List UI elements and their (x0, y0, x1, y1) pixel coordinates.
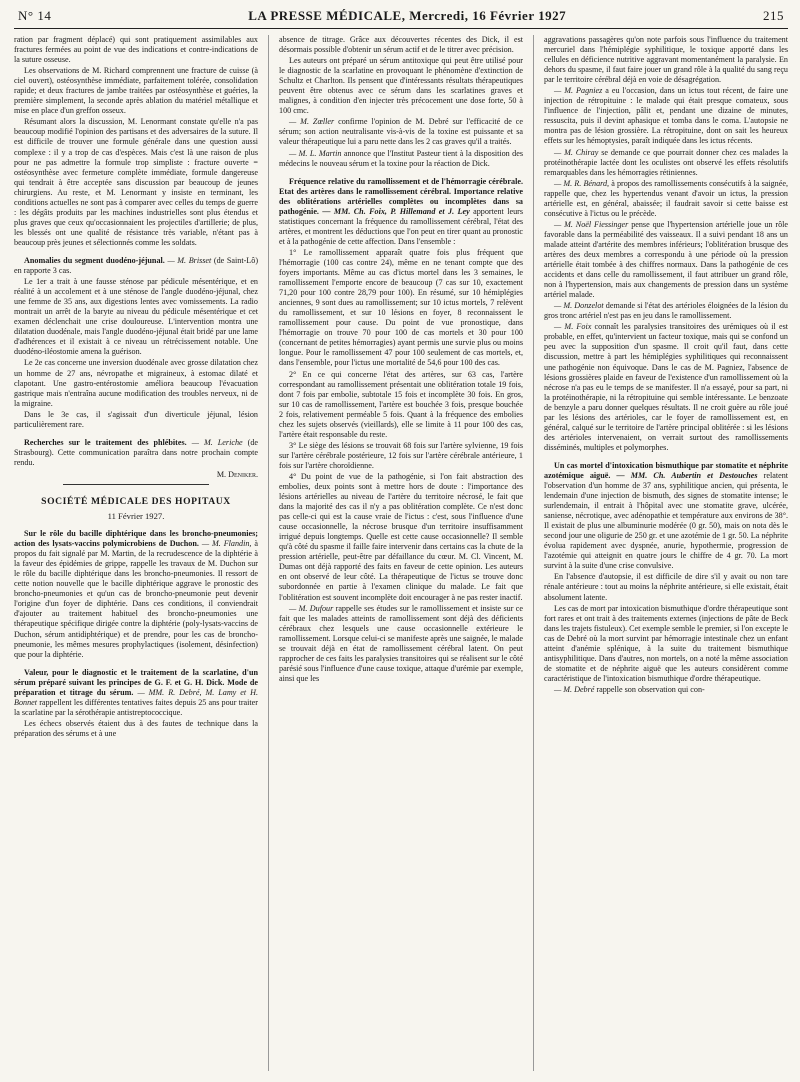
divider (63, 484, 209, 485)
text: se demande ce que pourrait donner chez ces malades la protéinothérapie lactée dont les oculistes ont observé les effets résolutifs remarquables dans les hémorragies rétiniennes. (544, 147, 788, 177)
paragraph: Les auteurs ont préparé un sérum antitoxique qui peut être utilisé pour le diagnostic de la scarlatine en provoquant le phénomène d'extinction de Schultz et Charlton. Ils pensent que d'intéressants résultats thérapeutiques peuvent être obtenus avec ce sérum dans les scarlatines graves et malignes, à condition d'en injecter très précocement une dose forte, 50 à 100 cmc. (279, 56, 523, 116)
text: connaît les paralysies transitoires des urémiques où il est probable, en effet, qu'intervient un facteur toxique, mais qui se confond un peu avec la supposition d'un spasme. Il croit qu'il faut, dans cette discussion, mettre à part les hémiplégies syphilitiques qui reconnaissent une pathogénie non équivoque. Dans le cas de M. Pagniez, l'absence de lésions grossières plaide en faveur de l'existence d'un ramollissement où la nécrose n'a pas eu le temps de se manifester. Il n'a essayé, pour sa part, ni la protéinothérapie, ni la rétropituine qui semble intéressante. Le benzoate de benzyle a paru donner quelques résultats. Il ne croit guère au rôle joué par les lésions des artérioles, car le foyer de ramollissement est, en général, calqué sur le territoire de l'artère principal oblitérée : si les lésions des artérioles intervenaient, on verrait surtout des ramollissements disséminés, multiples et polymorphes. (544, 322, 788, 452)
author: — M. Noël Fiessinger (554, 219, 629, 229)
page-header (14, 6, 788, 29)
text: (de Saint-Lô) en rapporte 3 cas. (14, 255, 258, 276)
paragraph: 4° Du point de vue de la pathogénie, si l'on fait abstraction des embolies, deux points sont à mettre hors de doute : l'importance des lésions artérielles au niveau de l'artère du territoire nécrosé, le fait que dans la majorité des cas il n'y a pas oblitération complète. Ce n'est donc pas celle-ci qui est la cause vraie de l'ictus : c'est, sous l'influence d'une cause occasionnelle, la nécrose brusque d'un territoire insuffisamment irrigué depuis longtemps. Quelle est cette cause occasionnelle? Il semble qu'à côté du spasme il faille faire intervenir dans certains cas la chute de la pression artérielle, peut-être par défaillance du cœur. M. Cl. Vincent, M. Dumas ont déjà rapporté des faits en faveur de cette opinion. Les auteurs en ont observé de leur côté. La thérapeutique de l'ictus se trouve donc subordonnée en partie à l'examen clinique du malade. Le fait que l'oblitération est souvent incomplète doit encourager à ne pas rester inactif. (279, 471, 523, 602)
article-anomalies (14, 256, 258, 276)
column-1 (14, 35, 258, 1071)
page-number: 215 (763, 8, 784, 23)
text: rappelle ses études sur le ramollissement et insiste sur ce fait que les malades atteints de ramollissement sont déjà des déficients cérébraux chez lesquels une cause occasionnelle extérieure le ramollissement. Lorsque celui-ci se manifeste après une saignée, le malade se trouvait déjà en état de ramollissement cérébral latent. On peut rapprocher de ces faits les paralysies transitoires qui se réalisent sur le côté parésié sous l'influence d'une cause toxique, attaque d'urémie par exemple, ainsi que les (279, 603, 523, 683)
paragraph (544, 685, 788, 695)
article-ramollissement (279, 177, 523, 247)
paragraph (544, 322, 788, 453)
author: — M. Foix (554, 322, 592, 332)
paragraph: 2° En ce qui concerne l'état des artères, sur 63 cas, l'artère correspondant au ramollissement présentait une oblitération totale 19 fois, dont 7 fois par embolie, subtotale 15 fois et incomplète 30 fois. En gros, sur 10 cas de ramollissement, l'artère est bouchée 3 fois, presque bouchée 2 fois, relativement perméable 5 fois. Quant à la fréquence des embolies chez les sujets observés (vieillards), elle se limite à 11 pour 100 des cas, l'artère était responsable du reste. (279, 369, 523, 439)
text: rappelle son observation qui con- (596, 684, 705, 694)
column-3 (544, 35, 788, 1071)
paragraph: 3° Le siège des lésions se trouvait 68 fois sur l'artère sylvienne, 19 fois sur l'artère cérébrale postérieure, 12 fois sur l'artère cérébrale antérieure, 1 fois sur l'artère choroïdienne. (279, 440, 523, 470)
signature: M. Deniker. (216, 469, 258, 479)
paragraph: absence de titrage. Grâce aux découvertes récentes des Dick, il est désormais possible d'obtenir un sérum actif et de le titrer avec précision. (279, 35, 523, 55)
paragraph (279, 117, 523, 147)
article-title: Fréquence relative du ramollissement et de l'hémorragie cérébrale. Etat des artères dans le ramollissement cérébral. Importance relative des oblitérations artérielles complètes ou incomplètes dans sa pathogénie. (279, 176, 523, 216)
issue-number: N° 14 (18, 8, 52, 23)
author: — MM. Ch. Foix, P. Hillemand et J. Ley (322, 206, 470, 216)
article-phlebites (14, 438, 258, 468)
author: — M. Chiray (554, 147, 599, 157)
paragraph: Les cas de mort par intoxication bismuthique d'ordre thérapeutique sont fort rares et ont trait à des traitements externes (injections de pâte de Beck dans les trajets fistuleux). Cet exemple semble le premier, si l'on excepte le cas de Debré où la mort survint par hémorragie intestinale chez un enfant atteint d'anémie splénique, à la suite du traitement bismuthique antisyphilitique. Dans d'autres, non mortels, on a noté la même association de stomatite et de néphrite aiguë que les auteurs considèrent comme caractéristique de l'intoxication bismuthique d'ordre thérapeutique. (544, 603, 788, 683)
column-separator (268, 35, 269, 1071)
article-title: Un cas mortel d'intoxication bismuthique par stomatite et néphrite azotémique aiguë. (544, 460, 788, 480)
author: — M. Dufour (289, 603, 334, 613)
paragraph: Les observations de M. Richard comprennent une fracture de cuisse (à ciel ouvert), ostéosynthèse immédiate, parfaitement tolérée, consolidation rapide; et deux fractures de jambe traitées par ostéosynthèse et guéries, la première simplement, la seconde après ablation du matériel métallique et mise en place d'un greffon osseux. (14, 66, 258, 116)
author: — M. Debré (554, 684, 595, 694)
article-scarlatine (14, 668, 258, 718)
paragraph: Les échecs observés étaient dus à des fautes de technique dans la préparation des sérums et à une (14, 718, 258, 738)
paragraph (544, 301, 788, 321)
author: — M. L. Martin (289, 148, 342, 158)
author: — MM. Ch. Aubertin et Destouches (616, 470, 758, 480)
author: — M. Brisset (167, 255, 212, 265)
article-title: Recherches sur le traitement des phlébites. (24, 437, 187, 447)
paragraph: Le 2e cas concerne une inversion duodénale avec grosse dilatation chez un homme de 27 ans, névropathe et migraineux, à estomac dilaté et clapotant. Une gastro-entérostomie améliora beaucoup l'évacuation gastrique mais n'entraîna aucune modification des troubles nerveux, ni de la migraine. (14, 358, 258, 408)
text: à propos des ramollissements consécutifs à la saignée, rappelle que, chez les hypertendus venant d'avoir un ictus, la pression artérielle est, en général, abaissée; il faudrait savoir si cette baisse est consécutive à l'ictus ou le précède. (544, 178, 788, 218)
text: pense que l'hypertension artérielle joue un rôle favorable dans la perméabilité des vaisseaux. Il a suivi pendant 18 ans un malade atteint d'artérite des membres inférieurs; l'oblitération brusque des artères des deux membres a correspondu à une période où la pression artérielle était tombée à des chiffres normaux. Dans la pathogénie de ces accidents et dans celle du ramollissement, il faut attribuer un grand rôle, non à l'hypertension, mais aux changements de pression dans un système artériel malade. (544, 219, 788, 300)
author: — M. R. Bénard, (554, 178, 610, 188)
article-title: Valeur, pour le diagnostic et le traitement de la scarlatine, d'un sérum préparé suivant les principes de G. F. et G. H. Dick. Mode de préparation et titrage du sérum. (14, 667, 258, 697)
author: — M. Leriche (191, 437, 243, 447)
paragraph: En l'absence d'autopsie, il est difficile de dire s'il y avait ou non tare rénale antérieure : tout au moins la néphrite antérieure, si elle existait, était absolument latente. (544, 572, 788, 602)
columns (14, 35, 788, 1071)
text: relatent l'observation d'un homme de 37 ans, syphilitique ancien, qui présenta, le lendemain d'une injection de bismuth, des signes de stomatite intense; le surlendemain, il entrait à l'hôpital avec une stomatite grave, ulcérée, saniense, nécrotique, avec adénopathie et température aux environs de 38°. Il existait de plus une albuminurie modérée (0 gr. 50), mais on nota dès le second jour une oligurie de 250 gr. et une azotémie de 1 gr. 50. La néphrite évolua rapidement avec dyspnée, anurie, hypothermie, progression de l'azotémie qui atteignit en quatre jours le chiffre de 4 gr. 70. La mort survint à la suite d'une crise convulsive. (544, 470, 788, 571)
text: confirme l'opinion de M. Debré sur l'efficacité de ce sérum; son action neutralisante vis-à-vis de la toxine est puissante et sa valeur thérapeutique lui a paru nette dans les 2 cas graves qu'il a traités. (279, 117, 523, 147)
text: apportent leurs statistiques concernant la fréquence du ramollissement cérébral, l'état des artères, et montrent les déductions que l'on peut en tirer quant au pronostic et à la pathogénie de cette affection. Dans l'ensemble : (279, 206, 523, 246)
article-intoxication (544, 461, 788, 572)
paragraph (544, 86, 788, 146)
author: — MM. R. Debré, M. Lamy et H. Bonnet (14, 687, 258, 707)
paragraph: Dans le 3e cas, il s'agissait d'un diverticule jéjunal, lésion particulièrement rare. (14, 409, 258, 429)
author: — M. Flandin, (201, 539, 252, 549)
section-title: SOCIÉTÉ MÉDICALE DES HOPITAUX (41, 495, 231, 507)
text: rappellent les différentes tentatives faites depuis 25 ans pour traiter la scarlatine par la sérothérapie antistreptococcique. (14, 697, 258, 717)
paragraph: aggravations passagères qu'on note parfois sous l'influence du traitement mercuriel dans l'hémiplégie syphilitique, le toxique apporté dans les cellules en déficience nutritive aggravant momentanément la paralysie. En dehors du spasme, il faut faire jouer un grand rôle à la qualité du sang reçu par le territoire cérébral déjà en voie de désagrégation. (544, 35, 788, 85)
author: — M. Zœller (289, 117, 335, 127)
paragraph (544, 179, 788, 219)
article-title: Anomalies du segment duodéno-jéjunal. (24, 255, 165, 265)
column-separator (533, 35, 534, 1071)
newspaper-title: LA PRESSE MÉDICALE, Mercredi, 16 Février 1927 (248, 8, 567, 23)
paragraph: ration par fragment déplacé) qui sont pratiquement assimilables aux fractures fermées au point de vue des indications et contre-indications de la suture osseuse. (14, 35, 258, 65)
text: demande si l'état des artérioles éloignées de la lésion du gros tronc artériel n'est pas en jeu dans le ramollissement. (544, 301, 788, 321)
paragraph (279, 149, 523, 169)
article-diphterie (14, 529, 258, 660)
paragraph: Résumant alors la discussion, M. Lenormant constate qu'elle n'a pas beaucoup modifié l'opinion des partisans et des adversaires de la suture. Il est difficile de trouver une formule générale dans une question aussi complexe : il y a trop de cas d'espèces. Mais c'est là une raison de plus pour ne pas admettre la formule trop simpliste : fracture ouverte = ostéosynthèse avec fermeture complète immédiate, formule dangereuse qui tendrait à être acceptée sans discussion par beaucoup de jeunes chirurgiens. Au reste, et M. Lenormant y insiste en terminant, les conditions actuelles ne sont pas à comparer avec celles du temps de guerre : les dégâts produits par les machines industrielles sont plus étendus et plus graves que ceux qu'occasionnaient les projectiles d'artillerie; de plus, les blessés ont une qualité de résistance très variable, n'étant pas à beaucoup près jeunes et sélectionnés comme les soldats. (14, 117, 258, 247)
article-title: Sur le rôle du bacille diphtérique dans les broncho-pneumonies; action des lysats-vaccins polymicrobiens de Duchon. (14, 529, 258, 549)
section-date: 11 Février 1927. (107, 511, 165, 522)
paragraph (544, 220, 788, 300)
author: — M. Pagniez (554, 86, 603, 96)
paragraph (279, 604, 523, 684)
paragraph (544, 148, 788, 178)
text: a eu l'occasion, dans un ictus tout récent, de faire une injection de rétropituine : le malade qui était presque comateux, sous l'influence de l'injection, pâlit et, pendant une dizaine de minutes, ressuscita, puis il devint aphasique et tomba dans le coma. L'autopsie ne montra pas de lésion grossière. La rétropituine, dont on sait les heureux effets sur les hémoptysies, paraît indiquée dans les ictus récents. (544, 86, 788, 146)
column-2 (279, 35, 523, 1071)
text: (de Strasbourg). Cette communication paraîtra dans notre prochain compte rendu. (14, 437, 258, 467)
author: — M. Donzelot (554, 301, 604, 311)
paragraph: 1° Le ramollissement apparaît quatre fois plus fréquent que l'hémorragie (100 cas contre 24), même en ne tenant compte que des foyers importants. Même au cas d'ictus mortel dans les 3 semaines, le ramollissement l'emporte encore de beaucoup (7 cas sur 10, exactement 71,20 pour 100 contre 28,79 pour 100). En résumé, sur 10 hémiplégies anciennes, 9 sont dues au ramollissement; sur 10 ictus mortels, 7 relèvent du ramollissement, et sur 10 lésions en foyer, 8 reconnaissent le ramollissement pour cause. Du point de vue pronostique, dans l'hémorragie on trouve 70 pour 100 de cas mortels et 30 pour 100 (concernant de petites hémorragies) ayant permis une survie plus ou moins longue. Pour le ramollissement 47 pour 100 seulement de cas mortels, et, dans l'ensemble, pour l'ictus une mortalité de 54,6 pour 100 des cas. (279, 247, 523, 368)
paragraph: Le 1er a trait à une fausse sténose par pédicule mésentérique, et en réalité à un accolement et à une sténose de l'angle duodéno-jéjunal, chez une femme de 35 ans, aux digestions lentes avec vomissements. La radio montrait un arrêt de la baryte au niveau du pédicule mésentérique et cet examen déclenchait une crise douloureuse. L'intervention montra une dilatation duodénale, mais l'angle duodéno-jéjunal était bridé par une lame d'adhérences et il existait à ce niveau un rétrécissement notable. Une duodéno-iléostomie amena la guérison. (14, 277, 258, 357)
text: à propos du fait signalé par M. Martin, de la recrudescence de la diphtérie à la faveur des épidémies de grippe, rappelle les travaux de M. Duchon sur le rôle du bacille diphtérique dans les broncho-pneumonies. Il ressort de cette notion nouvelle que le bacille diphtérique aggrave le pronostic des broncho-pneumonies et qu'un cas de broncho-pneumonie peut devenir l'origine d'un foyer de diphtérie. Dans ces conditions, il conviendrait d'ajouter au traitement habituel des broncho-pneumonies une thérapeutique spécifique dirigée contre la diphtérie (poly-lysats-vaccins de Duchon, sérum antidiphtérique) et de prendre, pour les cas de broncho-pneumonie, les mêmes mesures prophylactiques (isolement, désinfection) que pour la diphtérie. (14, 539, 258, 659)
text: annonce que l'Institut Pasteur tient à la disposition des médecins le nouveau sérum et la toxine pour la réaction de Dick. (279, 148, 523, 168)
